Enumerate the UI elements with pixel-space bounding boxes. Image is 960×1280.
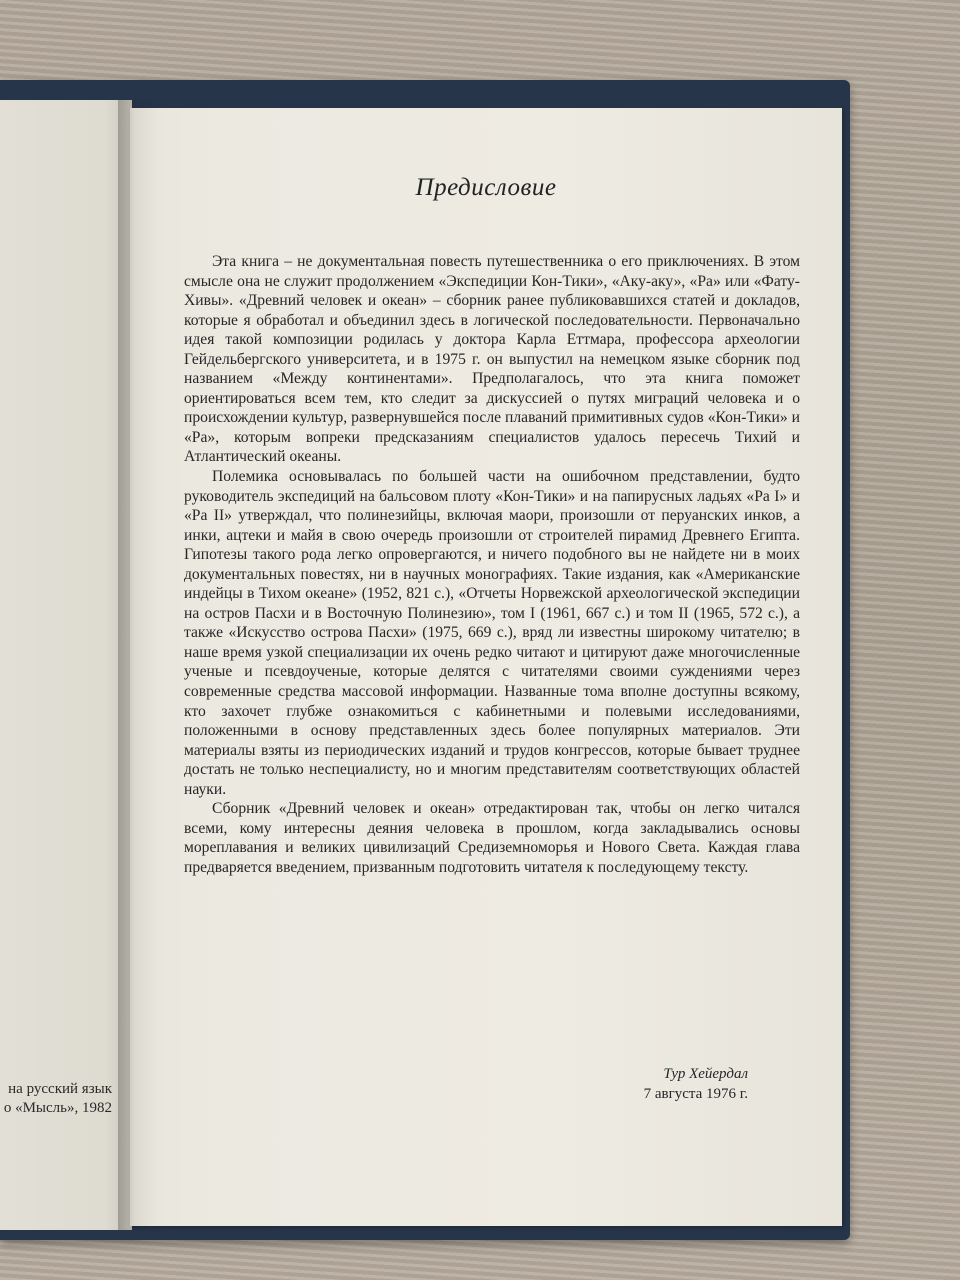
paragraph-1: Эта книга – не документальная повесть путешественника о его приключениях. В этом смысле она не служит продолжением «Экспедиции Кон-Тики», «Аку-аку», «Ра» или «Фату-Хивы». «Древний человек и океан» – сборник ранее публиковавшихся статей и докладов, которые я обработал и объединил здесь в логической последовательности. Первоначально идея такой композиции родилась у доктора Карла Еттмара, профессора археологии Гейдельбергского университета, и в 1975 г. он выпустил на немецком языке сборник под названием «Между континентами». Предполагалось, что эта книга поможет ориентироваться всем тем, кто следит за дискуссией о путях миграций человека и о происхождении культур, развернувшейся после плаваний примитивных судов «Кон-Тики» и «Ра», которым вопреки предсказаниям специалистов удалось пересечь Тихий и Атлантический океаны. (184, 253, 800, 466)
book-gutter-shadow (118, 100, 158, 1230)
right-page (130, 108, 842, 1226)
signature-block (644, 1064, 748, 1104)
signature-date: 7 августа 1976 г. (643, 1086, 748, 1102)
paragraph-2: Полемика основывалась по большей части на ошибочном представлении, будто руководитель экспедиций на бальсовом плоту «Кон-Тики» и на папирусных ладьях «Ра I» и «Ра II» утверждал, что полинезийцы, включая маори, произошли от перуанских инков, а инки, ацтеки и майя в свою очередь произошли от строителей пирамид Древнего Египта. Гипотезы такого рода легко опровергаются, и ничего подобного вы не найдете ни в моих документальных повестях, ни в научных монографиях. Такие издания, как «Американские индейцы в Тихом океане» (1952, 821 с.), «Отчеты Норвежской археологической экспедиции на остров Пасхи и в Восточную Полинезию», том I (1961, 667 с.) и том II (1965, 572 с.), а также «Искусство острова Пасхи» (1975, 669 с.), вряд ли известны широкому читателю; в наше время узкой специализации их очень редко читают и цитируют даже многочисленные ученые и псевдоученые, которые делятся с читателями своими суждениями через современные средства массовой информации. Названные тома вполне доступны всякому, кто захочет глубже ознакомиться с кабинетными и полевыми исследованиями, положенными в основу представленных здесь более популярных материалов. Эти материалы взяты из периодических изданий и трудов конгрессов, которые бывает труднее достать не только неспециалисту, но и многим представителям соответствующих областей науки. (184, 468, 800, 798)
left-page-imprint (4, 1080, 112, 1118)
left-page-line-2: о «Мысль», 1982 (3, 1100, 112, 1116)
page-title: Предисловие (415, 174, 557, 201)
left-page-line-1: на русский язык (8, 1081, 112, 1097)
paragraph-3: Сборник «Древний человек и океан» отредактирован так, чтобы он легко читался всеми, кому интересны деяния человека в прошлом, когда закладывались основы мореплавания и великих цивилизаций Средиземноморья и Нового Света. Каждая глава предваряется введением, призванным подготовить читателя к последующему тексту. (184, 800, 800, 876)
author-name: Тур Хейердал (663, 1066, 748, 1082)
left-page (0, 100, 132, 1230)
page-body (184, 252, 800, 878)
